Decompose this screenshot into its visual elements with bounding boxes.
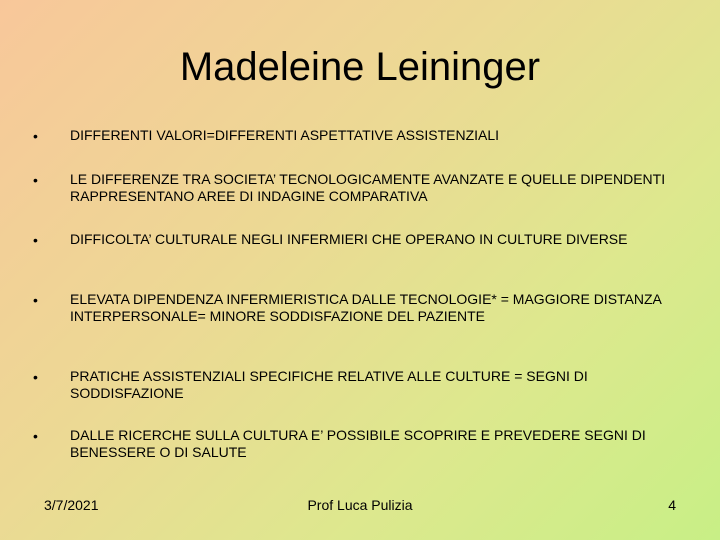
bullet-text: DALLE RICERCHE SULLA CULTURA E’ POSSIBILE SCOPRIRE E PREVEDERE SEGNI DI BENESSERE O DI SALUTE bbox=[70, 427, 646, 460]
bullet-dot: • bbox=[33, 172, 38, 188]
bullet-text: DIFFICOLTA’ CULTURALE NEGLI INFERMIERI CHE OPERANO IN CULTURE DIVERSE bbox=[70, 231, 628, 247]
bullet-text: LE DIFFERENZE TRA SOCIETA’ TECNOLOGICAMENTE AVANZATE E QUELLE DIPENDENTI RAPPRESENTANO AREE DI INDAGINE COMPARATIVA bbox=[70, 171, 666, 204]
bullet-dot: • bbox=[33, 292, 38, 308]
bullet-text: DIFFERENTI VALORI=DIFFERENTI ASPETTATIVE ASSISTENZIALI bbox=[70, 127, 500, 143]
footer-author: Prof Luca Pulizia bbox=[307, 497, 413, 513]
bullet-dot: • bbox=[33, 428, 38, 444]
bullet-dot: • bbox=[33, 128, 38, 144]
bullet-dot: • bbox=[33, 369, 38, 385]
bullet-text: ELEVATA DIPENDENZA INFERMIERISTICA DALLE TECNOLOGIE* = MAGGIORE DISTANZA INTERPERSONALE= MINORE SODDISFAZIONE DEL PAZIENTE bbox=[70, 291, 662, 324]
footer-page-number: 4 bbox=[668, 497, 676, 513]
footer-date: 3/7/2021 bbox=[44, 497, 99, 513]
bullet-text: PRATICHE ASSISTENZIALI SPECIFICHE RELATIVE ALLE CULTURE = SEGNI DI SODDISFAZIONE bbox=[70, 368, 588, 401]
slide-title: Madeleine Leininger bbox=[179, 45, 541, 89]
bullet-dot: • bbox=[33, 232, 38, 248]
